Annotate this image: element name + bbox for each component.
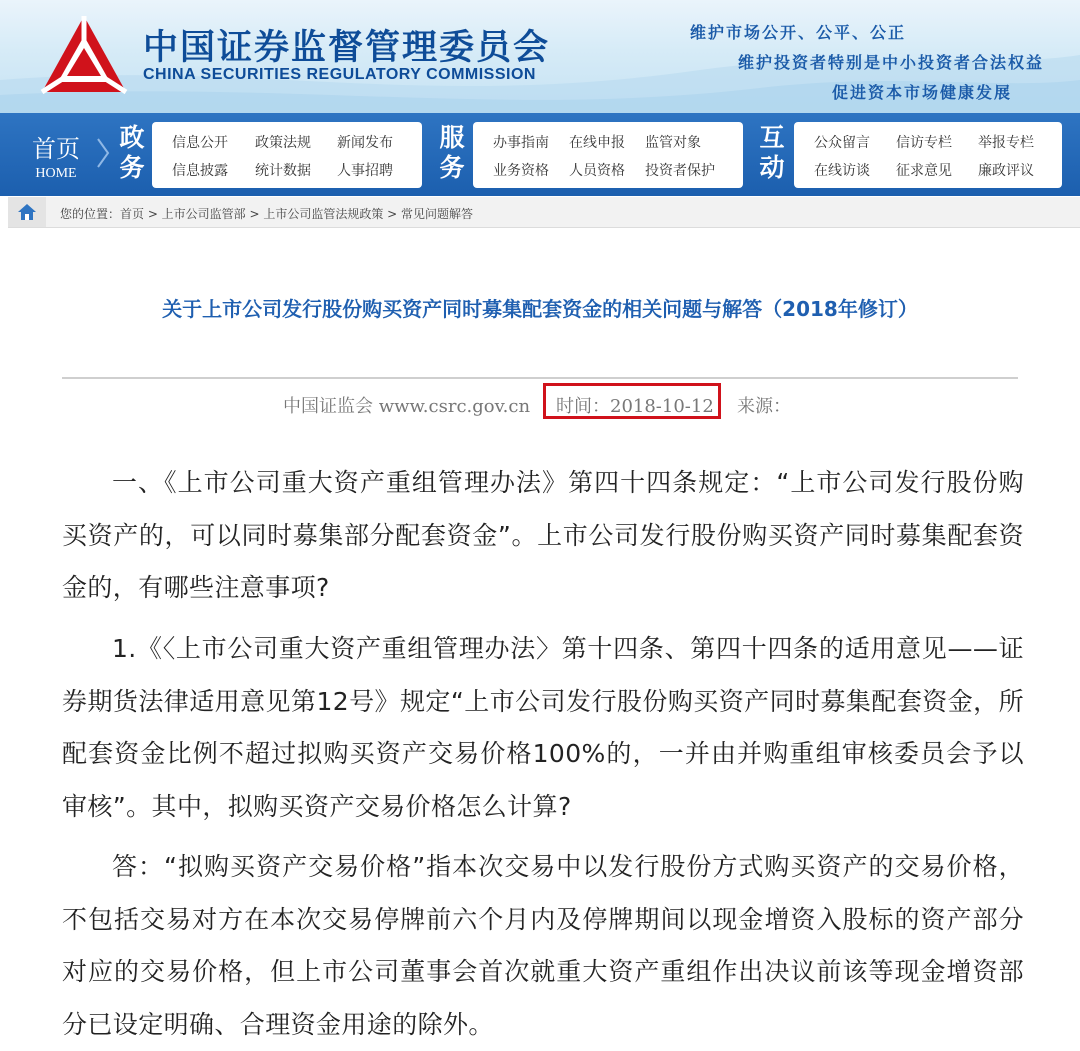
home-icon <box>8 197 46 227</box>
breadcrumb <box>8 197 1080 228</box>
nav-section-title-service <box>437 123 467 183</box>
header-banner <box>0 0 1080 113</box>
nav-section-service <box>473 122 743 188</box>
nav-link-petition[interactable]: 信访专栏 <box>896 135 952 151</box>
nav-section-title-government <box>117 123 147 183</box>
slogan-line-3: 促进资本市场健康发展 <box>832 83 1013 102</box>
nav-link-info-disclosure-open[interactable]: 信息公开 <box>172 135 228 151</box>
nav-link-info-disclosure[interactable]: 信息披露 <box>172 163 228 179</box>
nav-link-online-filing[interactable]: 在线申报 <box>569 135 625 151</box>
slogan-line-2: 维护投资者特别是中小投资者合法权益 <box>738 53 1045 72</box>
nav-link-guide[interactable]: 办事指南 <box>493 135 549 151</box>
article-source: 中国证监会 www.csrc.gov.cn <box>283 396 531 417</box>
breadcrumb-home-button[interactable] <box>8 197 46 227</box>
article-origin: 来源： <box>737 396 791 417</box>
csrc-logo-icon[interactable] <box>40 12 128 100</box>
article-paragraph-1: 一、《上市公司重大资产重组管理办法》第四十四条规定：“上市公司发行股份购买资产的，可以同时募集部分配套资金”。上市公司发行股份购买资产同时募集配套资金的，有哪些注意事项? <box>62 468 1024 602</box>
chevron-right-icon <box>96 137 110 169</box>
section-title-text: 互动 <box>759 123 785 182</box>
article-paragraph-2: 1.《〈上市公司重大资产重组管理办法〉第十四条、第四十四条的适用意见——证券期货法律适用意见第12号》规定“上市公司发行股份购买资产同时募集配套资金，所配套资金比例不超过拟购买资产交易价格100%的，一并由并购重组审核委员会予以审核”。其中，拟购买资产交易价格怎么计算? <box>62 634 1024 821</box>
nav-link-integrity-review[interactable]: 廉政评议 <box>978 163 1034 179</box>
section-title-text: 政务 <box>119 123 145 182</box>
nav-section-title-interaction <box>757 123 787 183</box>
nav-link-news[interactable]: 新闻发布 <box>337 135 393 151</box>
nav-link-statistics[interactable]: 统计数据 <box>255 163 311 179</box>
nav-link-consultation[interactable]: 征求意见 <box>896 163 952 179</box>
nav-link-online-interview[interactable]: 在线访谈 <box>814 163 870 179</box>
nav-home-label-en: HOME <box>35 166 77 181</box>
article-title: 关于上市公司发行股份购买资产同时募集配套资金的相关问题与解答（2018年修订） <box>162 297 918 321</box>
nav-link-business-qualification[interactable]: 业务资格 <box>493 163 549 179</box>
nav-link-report[interactable]: 举报专栏 <box>978 135 1034 151</box>
nav-link-personnel-qualification[interactable]: 人员资格 <box>569 163 625 179</box>
slogan-line-1: 维护市场公开、公平、公正 <box>690 23 907 42</box>
nav-home-label: 首页 <box>32 135 80 163</box>
nav-link-regulated-entities[interactable]: 监管对象 <box>645 135 701 151</box>
org-name-en: CHINA SECURITIES REGULATORY COMMISSION <box>143 66 536 83</box>
nav-link-public-message[interactable]: 公众留言 <box>814 135 870 151</box>
nav-section-interaction <box>794 122 1062 188</box>
org-name-cn: 中国证券监督管理委员会 <box>143 27 551 68</box>
article-time: 时间：2018-10-12 <box>556 396 714 417</box>
nav-home[interactable] <box>14 121 98 187</box>
nav-link-investor-protection[interactable]: 投资者保护 <box>645 163 715 179</box>
section-title-text: 服务 <box>439 123 465 182</box>
time-highlight-box <box>543 383 721 419</box>
nav-link-policy[interactable]: 政策法规 <box>255 135 311 151</box>
breadcrumb-path[interactable]: 您的位置：首页 > 上市公司监管部 > 上市公司监管法规政策 > 常见问题解答 <box>60 207 474 221</box>
article-paragraph-3: 答：“拟购买资产交易价格”指本次交易中以发行股份方式购买资产的交易价格，不包括交易对方在本次交易停牌前六个月内及停牌期间以现金增资入股标的资产部分对应的交易价格，但上市公司董事会首次就重大资产重组作出决议前该等现金增资部分已设定明确、合理资金用途的除外。 <box>62 852 1024 1039</box>
title-divider <box>62 377 1018 379</box>
main-nav <box>0 113 1080 196</box>
nav-section-government <box>152 122 422 188</box>
nav-link-recruitment[interactable]: 人事招聘 <box>337 163 393 179</box>
